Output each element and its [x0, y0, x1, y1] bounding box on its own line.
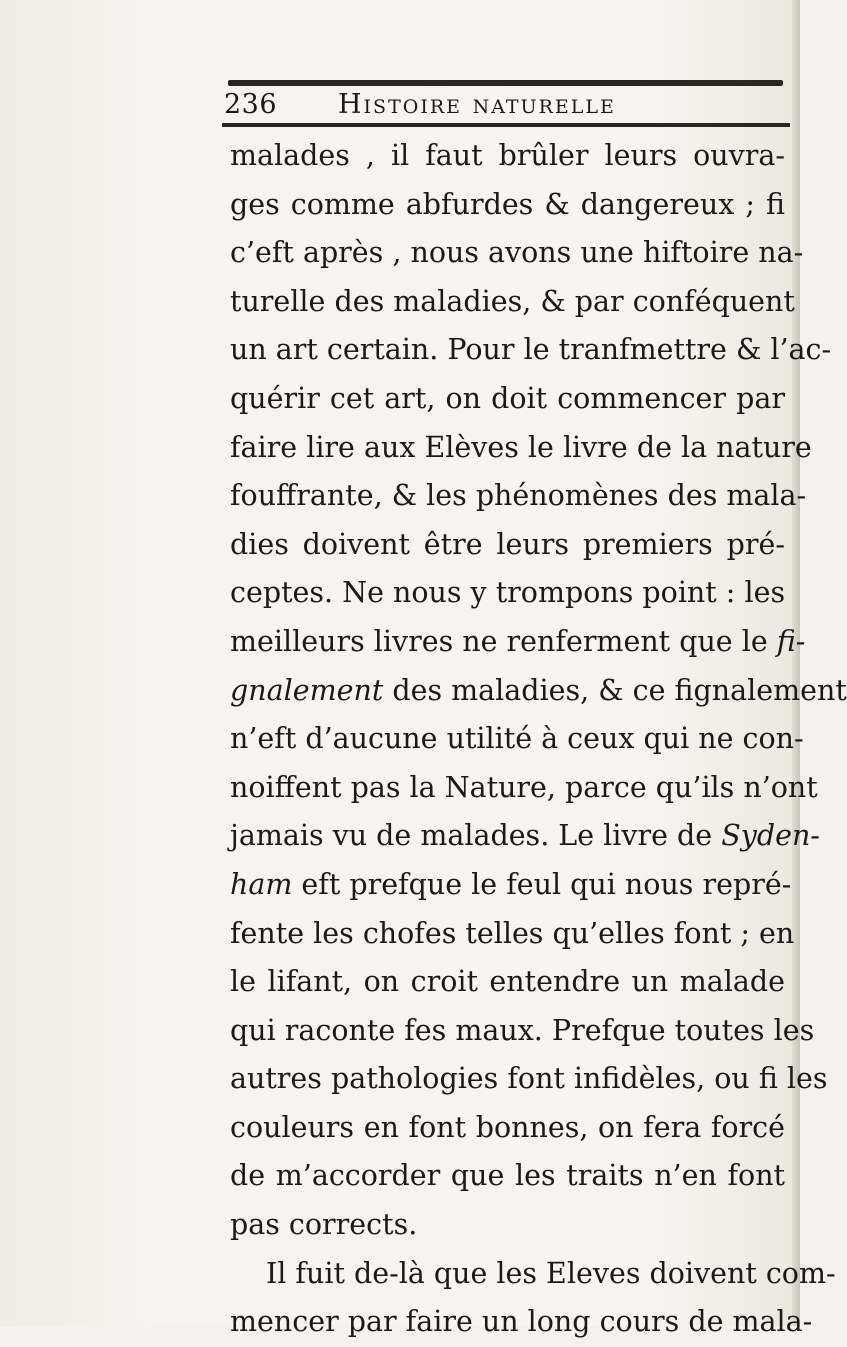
header-rule-top: [228, 80, 783, 86]
text-line: dies doivent être leurs premiers pré-: [230, 527, 785, 561]
text-line: malades , il faut brûler leurs ouvra-: [230, 139, 785, 172]
text-line: fente les chofes telles qu’elles font ; en: [230, 916, 795, 950]
page-number: 236: [224, 89, 278, 120]
italic-word: fi-: [776, 624, 806, 658]
text-line: gnalement des maladies, & ce fignalement: [230, 673, 847, 707]
text-line: pas corrects.: [230, 1208, 418, 1242]
text-line: couleurs en font bonnes, on fera forcé: [230, 1110, 785, 1144]
text-line: ceptes. Ne nous y trompons point : les: [230, 576, 786, 610]
text-line: un art certain. Pour le tranfmettre & l’ac-: [230, 333, 832, 367]
italic-word: ham: [230, 867, 293, 901]
italic-word: gnalement: [230, 673, 384, 707]
text-line: quérir cet art, on doit commencer par: [230, 381, 785, 415]
page-edge: [792, 0, 800, 1326]
italic-word: Syden-: [721, 819, 820, 853]
text-line: n’eft d’aucune utilité à ceux qui ne con-: [230, 722, 804, 756]
text-line: Il fuit de-là que les Eleves doivent com-: [266, 1256, 836, 1290]
text-line: jamais vu de malades. Le livre de Syden-: [230, 819, 820, 853]
text-line: ges comme abfurdes & dangereux ; fi: [230, 187, 785, 221]
body-text: [230, 132, 847, 1347]
text-line: mencer par faire un long cours de mala-: [230, 1305, 813, 1339]
running-head: Histoire naturelle: [338, 89, 616, 120]
text-line: noiffent pas la Nature, parce qu’ils n’ont: [230, 770, 818, 804]
text-line: meilleurs livres ne renferment que le fi-: [230, 624, 806, 658]
header-rule-bottom: [222, 123, 790, 127]
text-line: autres pathologies font infidèles, ou fi les: [230, 1062, 828, 1096]
text-line: qui raconte fes maux. Prefque toutes les: [230, 1013, 815, 1047]
text-line: de m’accorder que les traits n’en font: [230, 1159, 785, 1193]
text-line: le lifant, on croit entendre un malade: [230, 965, 785, 999]
text-line: fouffrante, & les phénomènes des mala-: [230, 479, 807, 513]
text-line: c’eft après , nous avons une hiftoire na-: [230, 236, 804, 270]
text-line: faire lire aux Elèves le livre de la nature: [230, 430, 812, 464]
page-header: [224, 88, 784, 122]
text-line: turelle des maladies, & par conféquent: [230, 284, 795, 318]
text-line: ham eft prefque le feul qui nous repré-: [230, 867, 792, 901]
